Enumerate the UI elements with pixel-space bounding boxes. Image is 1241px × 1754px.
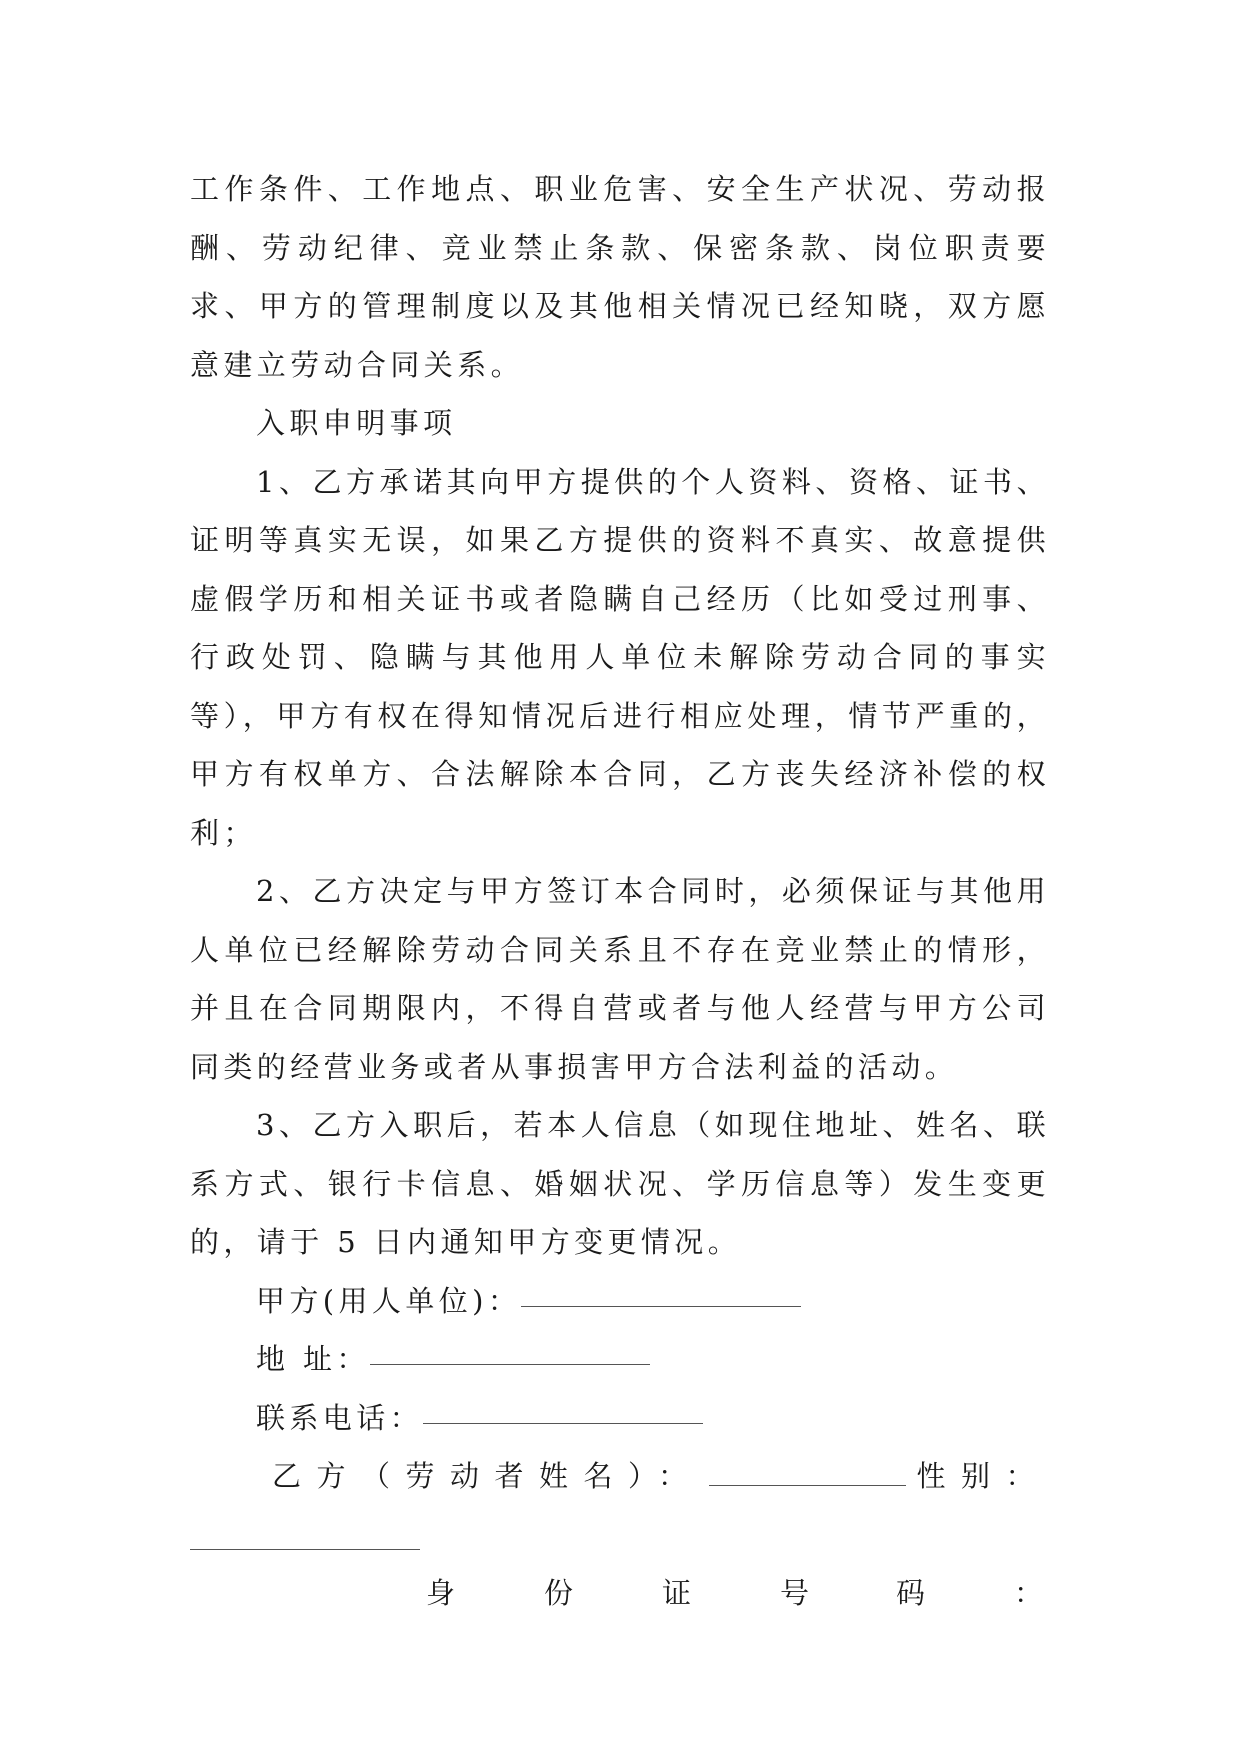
address-label: 地 址： xyxy=(256,1342,370,1376)
phone-blank[interactable] xyxy=(423,1422,703,1424)
id-label-char-1: 身 xyxy=(426,1575,456,1610)
address-row xyxy=(190,1330,1050,1389)
id-label-char-3: 证 xyxy=(662,1575,692,1610)
gender-blank[interactable] xyxy=(190,1548,420,1550)
id-label-char-4: 号 xyxy=(780,1575,810,1610)
id-label-char-5: 码 xyxy=(896,1575,926,1610)
party-b-label: 乙方（劳动者姓名）： xyxy=(272,1459,703,1493)
section-heading-onboarding-declaration: 入职申明事项 xyxy=(256,406,457,440)
gender-blank-row xyxy=(190,1506,1050,1564)
address-blank[interactable] xyxy=(370,1363,650,1365)
clause-3: 3、乙方入职后，若本人信息（如现住地址、姓名、联系方式、银行卡信息、婚姻状况、学历信息等）发生变更的，请于 5 日内通知甲方变更情况。 xyxy=(190,1108,1050,1259)
party-b-row xyxy=(190,1447,1050,1506)
document-body xyxy=(190,160,1050,1622)
phone-row xyxy=(190,1389,1050,1448)
id-label-char-2: 份 xyxy=(544,1575,574,1610)
gender-label: 性别： xyxy=(916,1459,1050,1493)
party-a-blank[interactable] xyxy=(521,1305,801,1307)
clause-2: 2、乙方决定与甲方签订本合同时，必须保证与其他用人单位已经解除劳动合同关系且不存在竞业禁止的情形，并且在合同期限内，不得自营或者与他人经营与甲方公司同类的经营业务或者从事损害甲方合法利益的活动。 xyxy=(190,874,1050,1084)
id-number-row xyxy=(190,1564,1050,1623)
phone-label: 联系电话： xyxy=(256,1400,424,1435)
id-label-colon: ： xyxy=(1014,1575,1044,1610)
party-b-name-blank[interactable] xyxy=(709,1484,907,1486)
party-a-row xyxy=(190,1272,1050,1331)
clause-1: 1、乙方承诺其向甲方提供的个人资料、资格、证书、证明等真实无误，如果乙方提供的资料不真实、故意提供虚假学历和相关证书或者隐瞒自己经历（比如受过刑事、行政处罚、隐瞒与其他用人单位未解除劳动合同的事实等），甲方有权在得知情况后进行相应处理，情节严重的，甲方有权单方、合法解除本合同，乙方丧失经济补偿的权利； xyxy=(190,464,1050,850)
party-a-label: 甲方(用人单位)： xyxy=(256,1283,522,1318)
paragraph-intro-continuation: 工作条件、工作地点、职业危害、安全生产状况、劳动报酬、劳动纪律、竞业禁止条款、保密条款、岗位职责要求、甲方的管理制度以及其他相关情况已经知晓，双方愿意建立劳动合同关系。 xyxy=(190,172,1050,382)
